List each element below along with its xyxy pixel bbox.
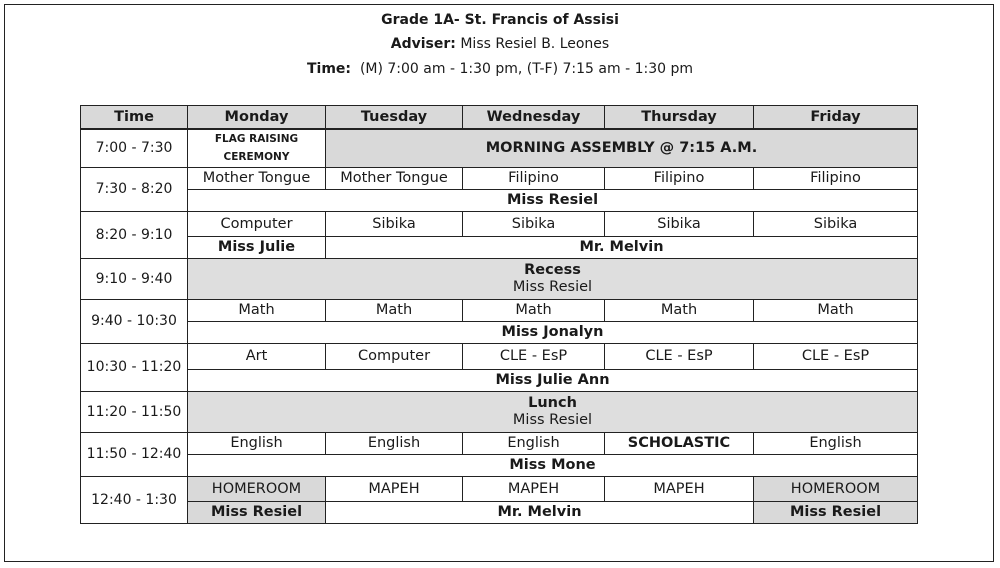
teacher-cell: Mr. Melvin xyxy=(326,501,754,523)
teacher-cell: Miss Resiel xyxy=(188,189,918,211)
teacher-row xyxy=(81,189,918,211)
teacher-label: Miss Resiel xyxy=(512,411,593,428)
col-time: Time xyxy=(81,106,188,130)
recess-cell xyxy=(188,258,918,299)
time-cell: 7:00 - 7:30 xyxy=(81,129,188,167)
subject-cell: Filipino xyxy=(754,167,918,189)
teacher-row xyxy=(81,454,918,476)
morning-assembly-cell: MORNING ASSEMBLY @ 7:15 A.M. xyxy=(326,129,918,167)
time-cell: 12:40 - 1:30 xyxy=(81,476,188,523)
col-tuesday: Tuesday xyxy=(326,106,463,130)
subject-cell: CLE - EsP xyxy=(605,343,754,369)
activity-label: Lunch xyxy=(528,394,577,411)
col-friday: Friday xyxy=(754,106,918,130)
time-cell: 10:30 - 11:20 xyxy=(81,343,188,391)
teacher-cell: Mr. Melvin xyxy=(326,236,918,258)
time-line xyxy=(0,58,1000,80)
subject-cell: HOMEROOM xyxy=(754,476,918,501)
time-label: Time: xyxy=(307,61,352,77)
class-title: Grade 1A- St. Francis of Assisi xyxy=(381,12,619,28)
subject-cell: MAPEH xyxy=(605,476,754,501)
time-cell: 8:20 - 9:10 xyxy=(81,211,188,258)
activity-label: Recess xyxy=(524,261,581,278)
table-row xyxy=(81,432,918,454)
time-value: (M) 7:00 am - 1:30 pm, (T-F) 7:15 am - 1:30 pm xyxy=(359,61,693,77)
subject-cell: Math xyxy=(326,299,463,321)
subject-cell: English xyxy=(326,432,463,454)
teacher-cell: Miss Resiel xyxy=(754,501,918,523)
schedule-table xyxy=(80,105,918,524)
table-row xyxy=(81,343,918,369)
col-thursday: Thursday xyxy=(605,106,754,130)
subject-cell: Filipino xyxy=(605,167,754,189)
subject-cell: Filipino xyxy=(463,167,605,189)
subject-cell: Art xyxy=(188,343,326,369)
subject-cell: Math xyxy=(188,299,326,321)
time-cell: 11:50 - 12:40 xyxy=(81,432,188,476)
subject-cell: English xyxy=(754,432,918,454)
subject-cell: Mother Tongue xyxy=(326,167,463,189)
time-cell: 9:10 - 9:40 xyxy=(81,258,188,299)
table-row xyxy=(81,211,918,236)
subject-cell: MAPEH xyxy=(326,476,463,501)
subject-cell: Computer xyxy=(188,211,326,236)
subject-cell: Sibika xyxy=(605,211,754,236)
subject-cell: SCHOLASTIC xyxy=(605,432,754,454)
adviser-line xyxy=(0,33,1000,55)
subject-cell: Sibika xyxy=(754,211,918,236)
subject-cell: CLE - EsP xyxy=(754,343,918,369)
subject-cell: HOMEROOM xyxy=(188,476,326,501)
table-row xyxy=(81,391,918,432)
teacher-cell: Miss Mone xyxy=(188,454,918,476)
subject-cell: Sibika xyxy=(326,211,463,236)
subject-cell: Sibika xyxy=(463,211,605,236)
teacher-cell: Miss Julie xyxy=(188,236,326,258)
teacher-row xyxy=(81,369,918,391)
subject-cell: Math xyxy=(754,299,918,321)
teacher-row xyxy=(81,236,918,258)
flag-raising-cell: FLAG RAISING CEREMONY xyxy=(188,129,326,167)
col-wednesday: Wednesday xyxy=(463,106,605,130)
subject-cell: English xyxy=(463,432,605,454)
table-row xyxy=(81,167,918,189)
header-row xyxy=(81,106,918,130)
adviser-label: Adviser: xyxy=(390,36,456,52)
teacher-row xyxy=(81,501,918,523)
subject-cell: English xyxy=(188,432,326,454)
subject-cell: MAPEH xyxy=(463,476,605,501)
subject-cell: Computer xyxy=(326,343,463,369)
time-cell: 11:20 - 11:50 xyxy=(81,391,188,432)
subject-cell: CLE - EsP xyxy=(463,343,605,369)
subject-cell: Mother Tongue xyxy=(188,167,326,189)
table-row xyxy=(81,258,918,299)
teacher-row xyxy=(81,321,918,343)
teacher-cell: Miss Jonalyn xyxy=(188,321,918,343)
table-row xyxy=(81,129,918,167)
subject-cell: Math xyxy=(605,299,754,321)
table-row xyxy=(81,476,918,501)
col-monday: Monday xyxy=(188,106,326,130)
teacher-cell: Miss Julie Ann xyxy=(188,369,918,391)
adviser-name: Miss Resiel B. Leones xyxy=(460,36,610,52)
teacher-label: Miss Resiel xyxy=(512,278,593,295)
subject-cell: Math xyxy=(463,299,605,321)
teacher-cell: Miss Resiel xyxy=(188,501,326,523)
time-cell: 7:30 - 8:20 xyxy=(81,167,188,211)
table-row xyxy=(81,299,918,321)
time-cell: 9:40 - 10:30 xyxy=(81,299,188,343)
lunch-cell xyxy=(188,391,918,432)
